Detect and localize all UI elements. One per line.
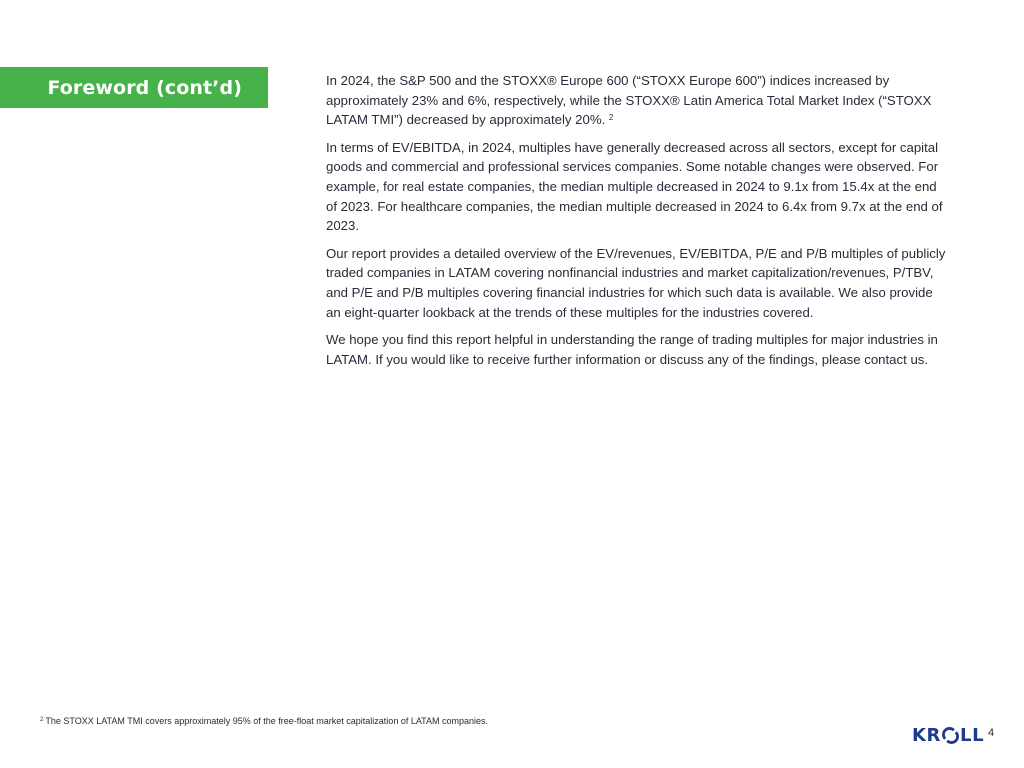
paragraph-indices bbox=[326, 71, 948, 130]
logo-text-end: LL bbox=[960, 724, 985, 746]
footnote-marker: 2 bbox=[40, 717, 44, 723]
paragraph-ev-ebitda: In terms of EV/EBITDA, in 2024, multiples have generally decreased across all sectors, except for capital goods and commercial and professional services companies. Some notable changes were observed. For example, for real estate companies, the median multiple decreased in 2024 to 9.1x from 15.4x at the end of 2023. For healthcare companies, the median multiple decreased in 2024 to 6.4x from 9.7x at the end of 2023. bbox=[326, 139, 943, 234]
logo-text-start: KR bbox=[912, 724, 942, 746]
paragraph-report-overview: Our report provides a detailed overview of the EV/revenues, EV/EBITDA, P/E and P/B multiples of publicly traded companies in LATAM covering nonfinancial industries and market capitalization/revenues, P/TBV, and P/E and P/B multiples covering financial industries for which such data is available. We also provide an eight-quarter lookback at the trends of these multiples for the industries covered. bbox=[326, 245, 946, 320]
paragraph-indices-text: In 2024, the S&P 500 and the STOXX® Europe 600 (“STOXX Europe 600”) indices increased by approximately 23% and 6%, respectively, while the STOXX® Latin America Total Market Index (“STOXX LATAM TMI”) decreased by approximately 20%. bbox=[326, 73, 932, 128]
page-number: 4 bbox=[988, 727, 995, 739]
kroll-logo bbox=[912, 725, 984, 745]
paragraph-contact: We hope you find this report helpful in understanding the range of trading multiples for major industries in LATAM. If you would like to receive further information or discuss any of the findings, please contact us. bbox=[326, 332, 938, 367]
body-text bbox=[326, 71, 948, 377]
footnote-text: The STOXX LATAM TMI covers approximately 95% of the free-float market capitalization of LATAM companies. bbox=[45, 716, 489, 726]
section-banner bbox=[0, 67, 268, 108]
footnote bbox=[40, 716, 488, 726]
footnote-reference: 2 bbox=[608, 113, 614, 123]
kroll-o-icon bbox=[942, 727, 959, 744]
section-title: Foreword (cont’d) bbox=[47, 76, 242, 99]
